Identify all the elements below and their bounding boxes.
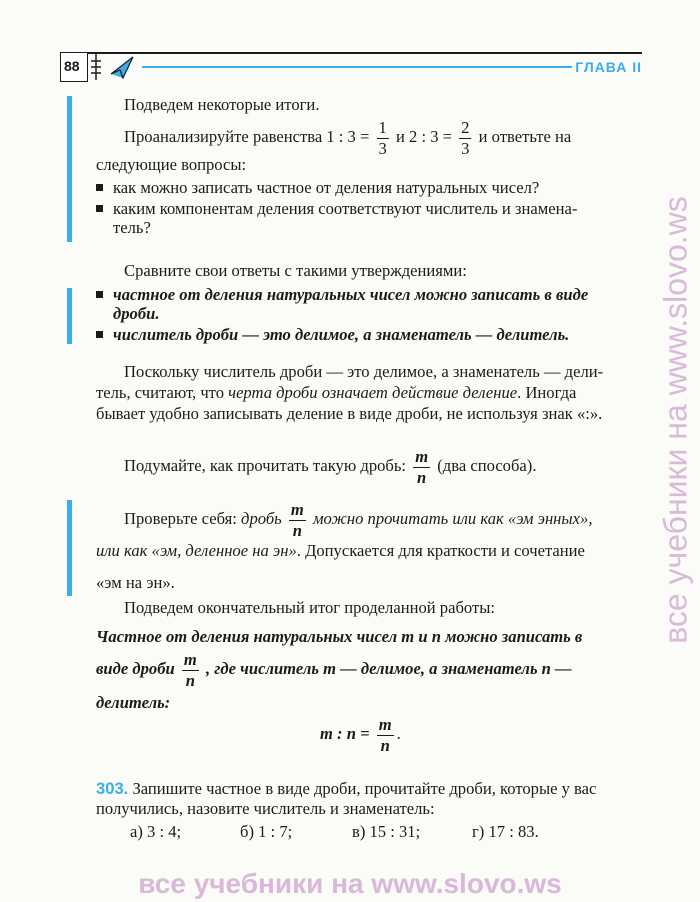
- chapter-title: ГЛАВА II: [575, 59, 642, 75]
- paragraph-line-3: бывает удобно записывать деление в виде дроби, не используя знак «:».: [96, 404, 603, 423]
- statement-bullet-1-cont: дроби.: [113, 304, 160, 323]
- statement-bullet-2: числитель дроби — это делимое, а знаменатель — делитель.: [96, 325, 569, 345]
- margin-bar-3: [67, 500, 72, 596]
- paragraph-line-1: Поскольку числитель дроби — это делимое, а знаменатель — дели-: [124, 362, 604, 381]
- margin-bar-1: [67, 96, 72, 242]
- question-bullet-2-cont: тель?: [113, 218, 151, 237]
- side-watermark: все учебники на www.slovo.ws: [657, 196, 694, 644]
- question-bullet-1: как можно записать частное от деления натуральных чисел?: [96, 178, 539, 198]
- statement-bullet-1: частное от деления натуральных чисел можно записать в виде: [96, 285, 588, 305]
- summary-intro: Подведем окончательный итог проделанной работы:: [124, 598, 495, 617]
- fraction-2-3: $\frac{2}{3}$: [461, 117, 470, 158]
- check-line-3: «эм на эн».: [96, 573, 175, 592]
- rule-line-1: Частное от деления натуральных чисел m и n можно записать в: [96, 627, 583, 646]
- fraction-m-n: $\frac{m}{n}$: [290, 499, 304, 540]
- intro-line: Подведем некоторые итоги.: [124, 95, 320, 114]
- bullet-icon: [96, 291, 103, 298]
- questions-line: следующие вопросы:: [96, 155, 247, 174]
- equalities-line: Проанализируйте равенства 1 : 3 = $\frac{1}{3}$ и 2 : 3 = $\frac{2}{3}$ и ответьте на: [124, 117, 572, 158]
- fraction-m-n: $\frac{m}{n}$: [378, 714, 392, 755]
- exercise-item-d: г) 17 : 83.: [472, 822, 539, 841]
- bottom-watermark: все учебники на www.slovo.ws: [138, 868, 562, 899]
- exercise-line-1: 303. Запишите частное в виде дроби, прочитайте дроби, которые у вас: [96, 779, 597, 798]
- exercise-item-b: б) 1 : 7;: [240, 822, 293, 841]
- fraction-m-n: $\frac{m}{n}$: [183, 649, 197, 690]
- rule-line-3: делитель:: [96, 693, 171, 712]
- header-accent-rule: [142, 66, 572, 68]
- exercise-number: 303.: [96, 779, 129, 798]
- fraction-m-n: $\frac{m}{n}$: [415, 446, 429, 487]
- exercise-line-2: получились, назовите числитель и знаменатель:: [96, 799, 435, 818]
- bullet-icon: [96, 184, 103, 191]
- fraction-1-3: $\frac{1}{3}$: [378, 117, 387, 158]
- exercise-item-a: а) 3 : 4;: [130, 822, 182, 841]
- formula: m : n = $\frac{m}{n}$ .: [320, 714, 401, 755]
- question-bullet-2: каким компонентам деления соответствуют числитель и знамена-: [96, 199, 577, 219]
- page-number-box: [60, 52, 88, 82]
- check-line-1: Проверьте себя: дробь $\frac{m}{n}$ можно прочитать или как «эм энных»,: [124, 499, 593, 540]
- paper-plane-icon: [109, 54, 135, 80]
- think-line: Подумайте, как прочитать такую дробь: $\frac{m}{n}$ (два способа).: [124, 446, 537, 487]
- paragraph-line-2: тель, считают, что черта дроби означает действие деление. Иногда: [96, 383, 577, 402]
- bullet-icon: [96, 205, 103, 212]
- page-number: 88: [64, 58, 80, 74]
- check-line-2: или как «эм, деленное на эн». Допускается для краткости и сочетание: [96, 541, 585, 560]
- exercise-item-c: в) 15 : 31;: [352, 822, 421, 841]
- header-bar: [60, 52, 642, 82]
- compare-line: Сравните свои ответы с такими утверждениями:: [124, 261, 467, 280]
- rule-line-2: виде дроби $\frac{m}{n}$ , где числитель m — делимое, а знаменатель n —: [96, 649, 572, 690]
- margin-bar-2: [67, 288, 72, 344]
- header-top-rule: [60, 52, 642, 54]
- bullet-icon: [96, 331, 103, 338]
- notebook-rings-icon: [89, 52, 103, 82]
